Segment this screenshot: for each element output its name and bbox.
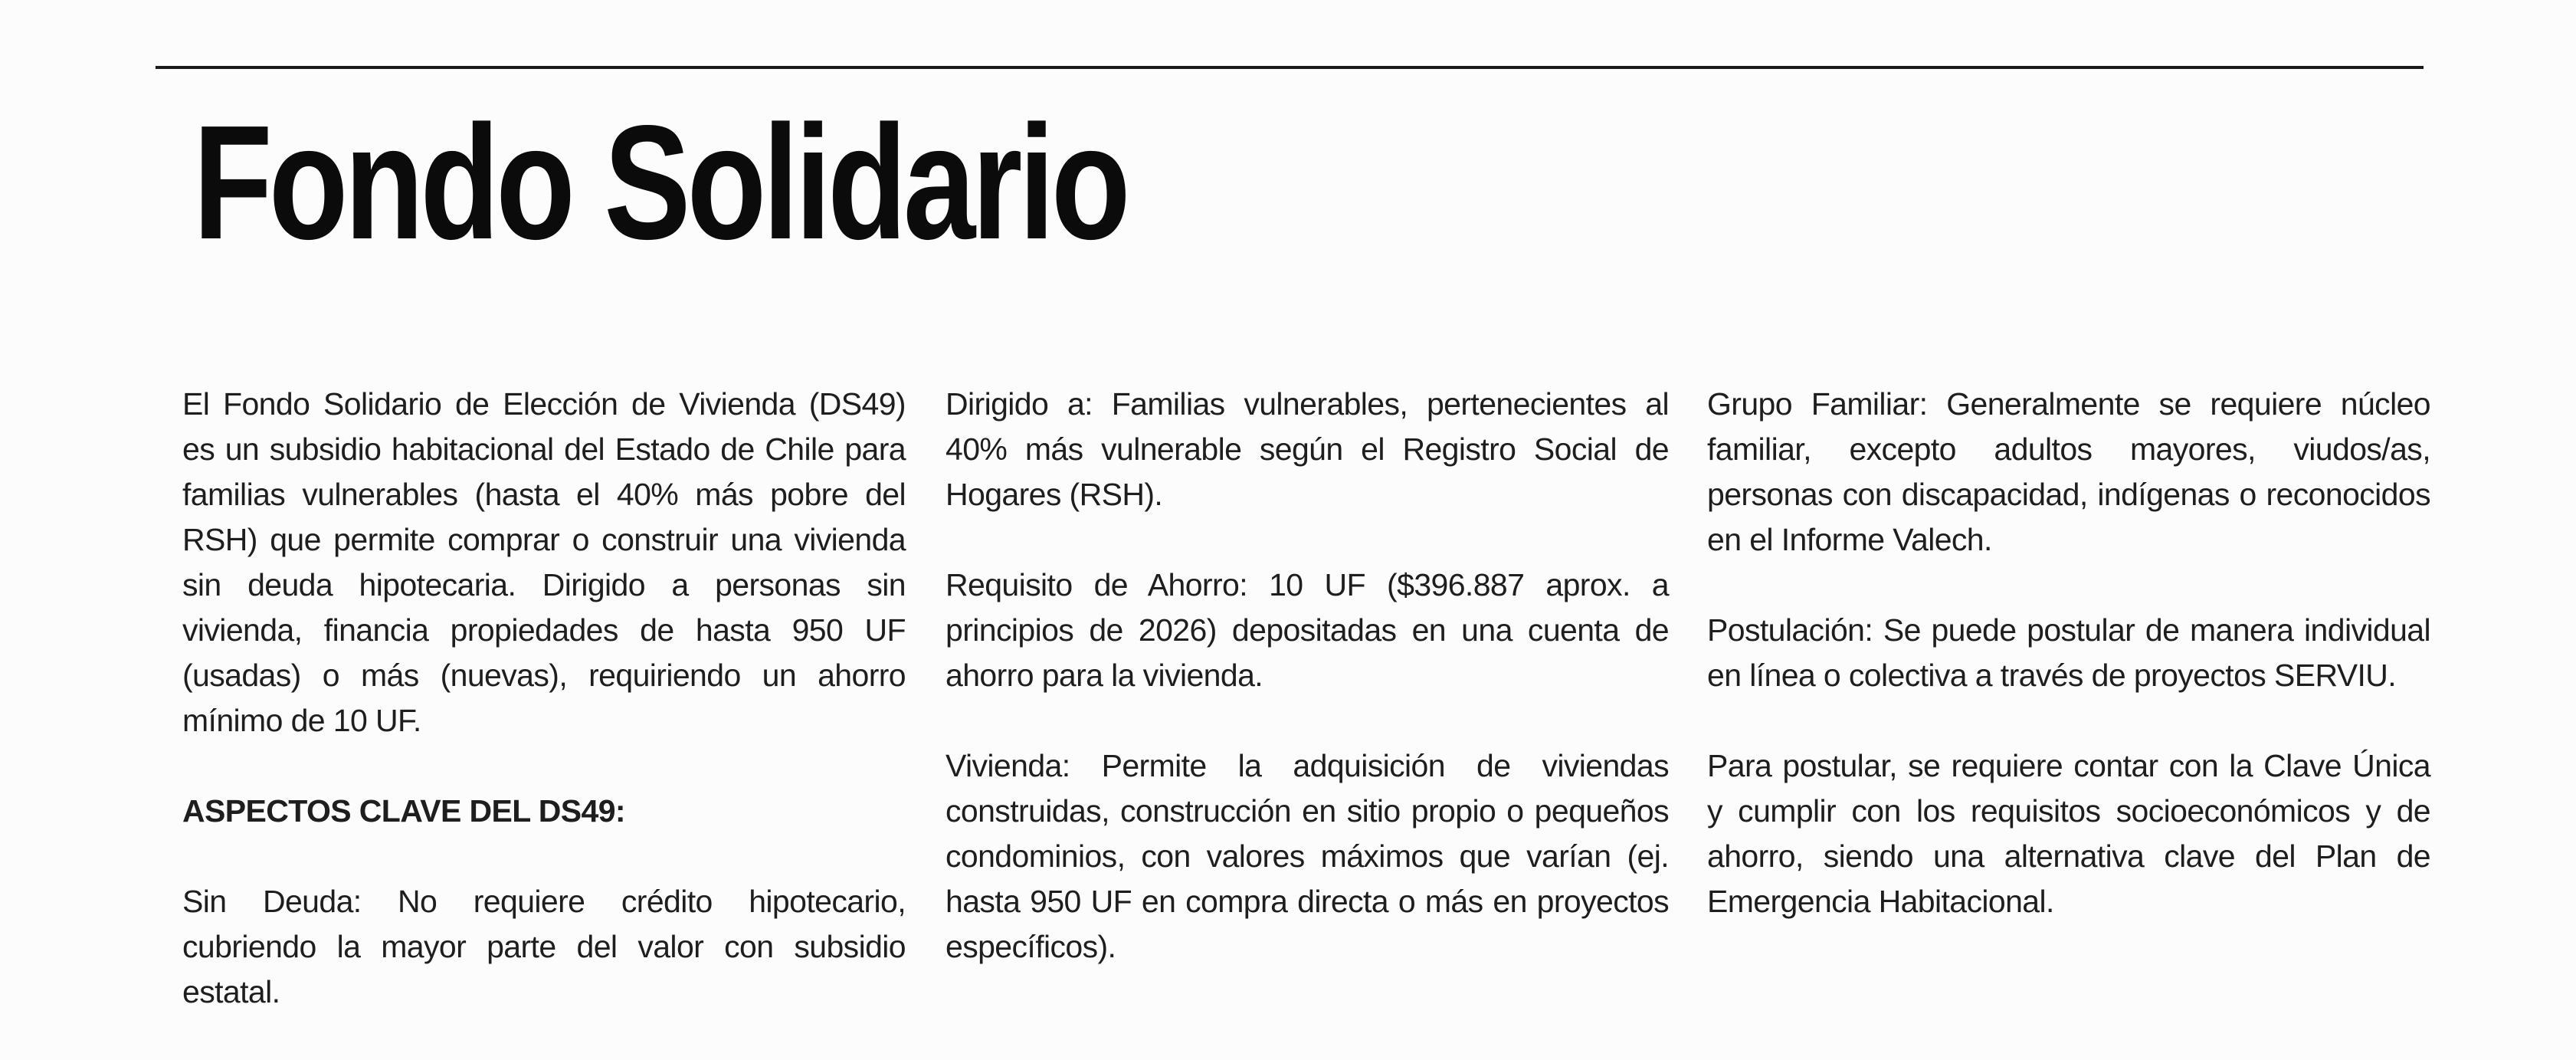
paragraph-dirigido: Dirigido a: Familias vulnerables, pertenecientes al 40% más vulnerable según el Registro Social de Hogares (RSH). <box>946 386 1669 512</box>
paragraph-postulacion: Postulación: Se puede postular de manera individual en línea o colectiva a través de proyectos SERVIU. <box>1707 612 2430 693</box>
paragraph-intro: El Fondo Solidario de Elección de Vivienda (DS49) es un subsidio habitacional del Estado de Chile para familias vulnerables (hasta el 40% más pobre del RSH) que permite comprar o construir una vivienda sin deuda hipotecaria. Dirigido a personas sin vivienda, financia propiedades de hasta 950 UF (usadas) o más (nuevas), requiriendo un ahorro mínimo de 10 UF. <box>182 386 906 738</box>
paragraph-vivienda: Vivienda: Permite la adquisición de viviendas construidas, construcción en sitio propio o pequeños condominios, con valores máximos que varían (ej. hasta 950 UF en compra directa o más en proyectos específicos). <box>946 748 1669 964</box>
section-heading: ASPECTOS CLAVE DEL DS49: <box>182 793 625 829</box>
text-column-2 <box>946 382 1669 1015</box>
paragraph-requisitos: Para postular, se requiere contar con la Clave Única y cumplir con los requisitos socioeconómicos y de ahorro, siendo una alternativa clave del Plan de Emergencia Habitacional. <box>1707 748 2430 919</box>
paragraph-ahorro: Requisito de Ahorro: 10 UF ($396.887 aprox. a principios de 2026) depositadas en una cuenta de ahorro para la vivienda. <box>946 567 1669 693</box>
text-column-1 <box>182 382 906 1060</box>
top-rule <box>156 66 2424 69</box>
paragraph-sin-deuda: Sin Deuda: No requiere crédito hipotecario, cubriendo la mayor parte del valor con subsidio estatal. <box>182 884 906 1009</box>
paragraph-grupo-familiar: Grupo Familiar: Generalmente se requiere núcleo familiar, excepto adultos mayores, viudos/as, personas con discapacidad, indígenas o reconocidos en el Informe Valech. <box>1707 386 2430 557</box>
text-column-3 <box>1707 382 2430 970</box>
page-title: Fondo Solidario <box>193 91 1127 273</box>
